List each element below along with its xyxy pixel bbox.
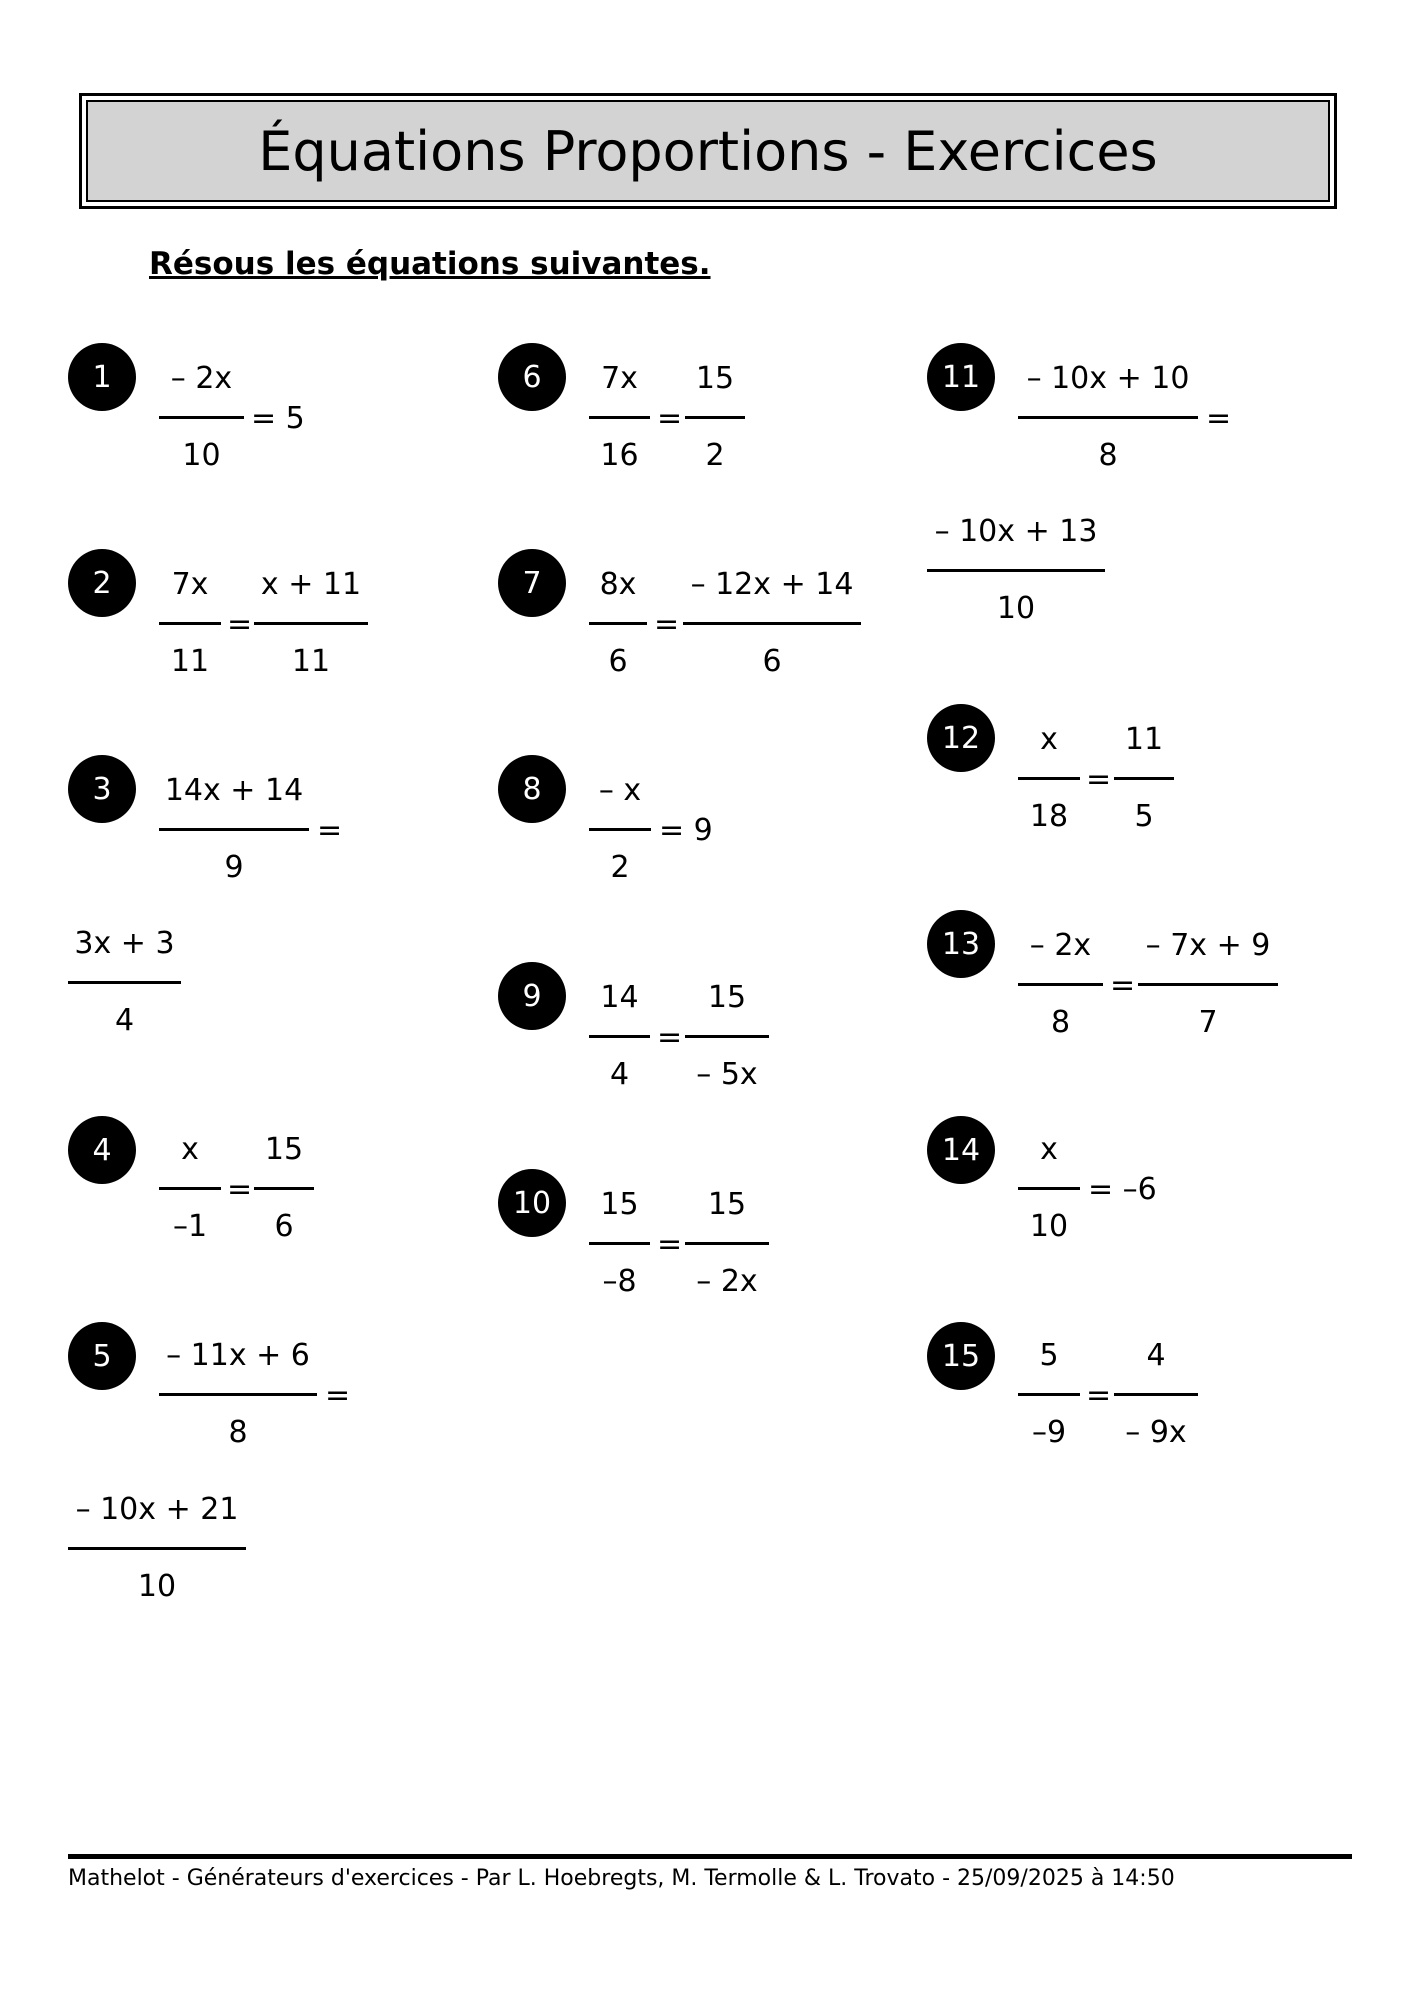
fraction-left bbox=[159, 1130, 221, 1247]
fraction-bar bbox=[1114, 1393, 1198, 1396]
exercise-number-badge: 8 bbox=[498, 755, 566, 823]
exercise-number-badge: 12 bbox=[927, 704, 995, 772]
numerator: 15 bbox=[707, 980, 747, 1015]
denominator: 8 bbox=[1098, 438, 1118, 473]
denominator: 11 bbox=[291, 644, 331, 679]
fraction-bar bbox=[1114, 777, 1174, 780]
footer-text: Mathelot - Générateurs d'exercices - Par L. Hoebregts, M. Termolle & L. Trovato - 25/09/2025 à 14:50 bbox=[68, 1866, 1175, 1891]
numerator: x bbox=[1040, 1132, 1058, 1167]
equals-sign: = bbox=[657, 401, 683, 436]
fraction-right bbox=[683, 565, 861, 682]
exercise-number-badge: 3 bbox=[68, 755, 136, 823]
numerator: 15 bbox=[600, 1187, 639, 1222]
numerator: 15 bbox=[707, 1187, 747, 1222]
equals-sign: = bbox=[1086, 1378, 1112, 1413]
exercise-number-badge: 2 bbox=[68, 549, 136, 617]
fraction-bar bbox=[1138, 983, 1278, 986]
fraction-left bbox=[589, 565, 647, 682]
denominator: 4 bbox=[114, 1003, 135, 1038]
fraction-bar bbox=[685, 416, 745, 419]
fraction-left bbox=[589, 978, 650, 1095]
fraction-left bbox=[159, 359, 244, 476]
numerator: 11 bbox=[1124, 722, 1164, 757]
exercise-number-badge: 9 bbox=[498, 962, 566, 1030]
fraction-bar bbox=[589, 828, 651, 831]
fraction-bar bbox=[1018, 983, 1103, 986]
fraction-right bbox=[1114, 720, 1174, 837]
numerator: – 12x + 14 bbox=[690, 567, 854, 602]
exercise-number-badge: 10 bbox=[498, 1169, 566, 1237]
fraction-bar bbox=[927, 569, 1105, 572]
fraction-bar bbox=[159, 622, 221, 625]
exercise-number-badge: 1 bbox=[68, 343, 136, 411]
exercise-number-badge: 14 bbox=[927, 1116, 995, 1184]
fraction-bar bbox=[1018, 416, 1198, 419]
instruction: Résous les équations suivantes. bbox=[149, 246, 711, 282]
numerator: x bbox=[181, 1132, 199, 1167]
exercise-number-badge: 7 bbox=[498, 549, 566, 617]
fraction-bar bbox=[589, 1242, 650, 1245]
denominator: 9 bbox=[224, 850, 244, 885]
fraction-bar bbox=[1018, 1187, 1080, 1190]
numerator: – 10x + 10 bbox=[1026, 361, 1190, 396]
denominator: 8 bbox=[228, 1415, 248, 1450]
title-box bbox=[79, 93, 1337, 209]
numerator: 8x bbox=[599, 567, 637, 602]
relation: = –6 bbox=[1088, 1172, 1157, 1207]
fraction-bar bbox=[159, 1187, 221, 1190]
fraction-left bbox=[159, 565, 221, 682]
fraction-left bbox=[1018, 1130, 1080, 1247]
page-title: Équations Proportions - Exercices bbox=[86, 100, 1330, 202]
numerator: x + 11 bbox=[260, 567, 362, 602]
denominator: – 2x bbox=[696, 1264, 758, 1299]
relation: = 9 bbox=[659, 813, 713, 848]
numerator: 14 bbox=[600, 980, 639, 1015]
fraction-left bbox=[1018, 926, 1103, 1043]
denominator: –9 bbox=[1031, 1415, 1067, 1450]
exercise-number-badge: 11 bbox=[927, 343, 995, 411]
fraction-right bbox=[1114, 1336, 1198, 1453]
numerator: 3x + 3 bbox=[74, 926, 175, 961]
equals-sign: = bbox=[227, 607, 253, 642]
denominator: – 5x bbox=[696, 1057, 758, 1092]
numerator: 15 bbox=[695, 361, 735, 396]
fraction-left bbox=[159, 771, 309, 888]
denominator: 10 bbox=[182, 438, 221, 473]
fraction-bar bbox=[1018, 1393, 1080, 1396]
footer-divider bbox=[68, 1854, 1352, 1859]
denominator: 16 bbox=[600, 438, 639, 473]
denominator: 6 bbox=[274, 1209, 294, 1244]
fraction-right bbox=[68, 924, 181, 1041]
equals-sign: = bbox=[227, 1172, 253, 1207]
equals-sign: = bbox=[654, 607, 680, 642]
exercise-number-badge: 15 bbox=[927, 1322, 995, 1390]
denominator: 6 bbox=[608, 644, 628, 679]
denominator: 2 bbox=[610, 850, 630, 885]
fraction-right bbox=[254, 565, 368, 682]
fraction-bar bbox=[685, 1242, 769, 1245]
fraction-bar bbox=[589, 1035, 650, 1038]
fraction-bar bbox=[254, 1187, 314, 1190]
exercise-number-badge: 13 bbox=[927, 910, 995, 978]
numerator: – 2x bbox=[170, 361, 233, 396]
fraction-bar bbox=[68, 1547, 246, 1550]
fraction-right bbox=[685, 1185, 769, 1302]
numerator: 14x + 14 bbox=[164, 773, 304, 808]
equals-sign: = bbox=[1086, 762, 1112, 797]
fraction-left bbox=[1018, 359, 1198, 476]
denominator: 11 bbox=[170, 644, 210, 679]
equals-sign: = bbox=[657, 1020, 683, 1055]
denominator: 5 bbox=[1134, 799, 1154, 834]
fraction-bar bbox=[254, 622, 368, 625]
denominator: 8 bbox=[1050, 1005, 1071, 1040]
fraction-left bbox=[159, 1336, 317, 1453]
fraction-bar bbox=[589, 416, 650, 419]
numerator: – x bbox=[598, 773, 642, 808]
numerator: 5 bbox=[1039, 1338, 1059, 1373]
denominator: – 9x bbox=[1125, 1415, 1187, 1450]
denominator: –1 bbox=[172, 1209, 208, 1244]
fraction-bar bbox=[159, 1393, 317, 1396]
relation: = 5 bbox=[251, 401, 305, 436]
denominator: 18 bbox=[1029, 799, 1069, 834]
denominator: 7 bbox=[1198, 1005, 1218, 1040]
fraction-bar bbox=[683, 622, 861, 625]
numerator: – 10x + 13 bbox=[934, 514, 1098, 549]
equals-sign: = bbox=[317, 813, 343, 848]
numerator: 7x bbox=[171, 567, 209, 602]
fraction-left bbox=[589, 359, 650, 476]
fraction-left bbox=[589, 771, 651, 888]
exercise-number-badge: 5 bbox=[68, 1322, 136, 1390]
equals-sign: = bbox=[325, 1378, 351, 1413]
numerator: – 11x + 6 bbox=[166, 1338, 310, 1373]
equals-sign: = bbox=[1110, 968, 1136, 1003]
fraction-right bbox=[927, 512, 1105, 629]
numerator: – 2x bbox=[1029, 928, 1092, 963]
equals-sign: = bbox=[1206, 401, 1232, 436]
denominator: –8 bbox=[602, 1264, 637, 1299]
numerator: 4 bbox=[1146, 1338, 1166, 1373]
fraction-right bbox=[1138, 926, 1278, 1043]
denominator: 10 bbox=[996, 591, 1036, 626]
numerator: – 7x + 9 bbox=[1145, 928, 1271, 963]
fraction-right bbox=[685, 359, 745, 476]
fraction-left bbox=[1018, 1336, 1080, 1453]
exercise-number-badge: 4 bbox=[68, 1116, 136, 1184]
fraction-bar bbox=[685, 1035, 769, 1038]
numerator: – 10x + 21 bbox=[75, 1492, 239, 1527]
fraction-bar bbox=[159, 416, 244, 419]
fraction-bar bbox=[68, 981, 181, 984]
fraction-bar bbox=[589, 622, 647, 625]
fraction-right bbox=[254, 1130, 314, 1247]
exercise-number-badge: 6 bbox=[498, 343, 566, 411]
denominator: 2 bbox=[705, 438, 725, 473]
numerator: 15 bbox=[264, 1132, 304, 1167]
fraction-bar bbox=[159, 828, 309, 831]
fraction-right bbox=[685, 978, 769, 1095]
denominator: 10 bbox=[137, 1569, 177, 1604]
denominator: 4 bbox=[609, 1057, 630, 1092]
denominator: 10 bbox=[1029, 1209, 1069, 1244]
fraction-left bbox=[589, 1185, 650, 1302]
denominator: 6 bbox=[762, 644, 782, 679]
numerator: x bbox=[1040, 722, 1058, 757]
numerator: 7x bbox=[601, 361, 638, 396]
fraction-left bbox=[1018, 720, 1080, 837]
equals-sign: = bbox=[657, 1227, 683, 1262]
fraction-bar bbox=[1018, 777, 1080, 780]
fraction-right bbox=[68, 1490, 246, 1607]
